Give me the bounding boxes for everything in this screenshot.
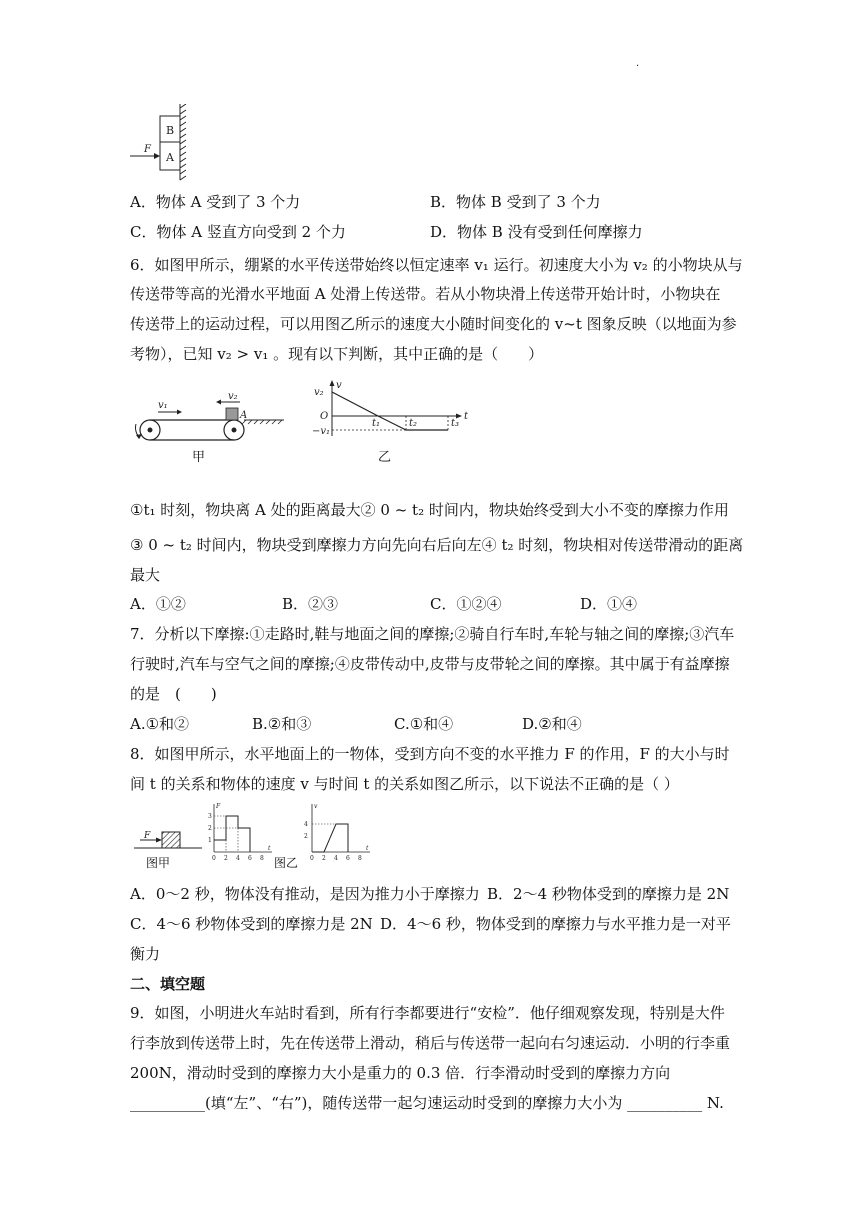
block-b-label: B: [166, 124, 175, 137]
page-mark: .: [636, 58, 640, 69]
q8-force-label: F: [144, 831, 151, 841]
vt-line-neg: [378, 416, 406, 430]
q8-caption-a: 图甲: [146, 856, 171, 870]
force-f-label: F: [144, 144, 151, 155]
q8-v-t-tick-2: 2: [322, 855, 326, 862]
q8-f-t-tick-4: 4: [236, 855, 240, 862]
graph-t-label: t: [464, 411, 469, 422]
q9-line-3: 200N，滑动时受到的摩擦力大小是重力的 0.3 倍．行李滑动时受到的摩擦力方向: [130, 1064, 671, 1082]
q8-v-t-label: t: [366, 845, 369, 852]
q9-line-1: 9．如图，小明进火车站时看到，所有行李都要进行“安检”．他仔细观察发现，特别是大件: [130, 1004, 725, 1022]
belt-v1-label: v₁: [158, 400, 168, 411]
q8-option-a: A．0～2 秒，物体没有推动，是因为推力小于摩擦力: [130, 885, 480, 903]
q8-line-2: 间 t 的关系和物体的速度 v 与时间 t 的关系如图乙所示，以下说法不正确的是（ ）: [130, 775, 679, 793]
graph-t1-label: t₁: [372, 418, 381, 429]
q9-line-2: 行李放到传送带上时，先在传送带上滑动，稍后与传送带一起向右匀速运动．小明的行李重: [130, 1034, 731, 1052]
graph-v2-label: v₂: [314, 387, 324, 398]
section-2-heading: 二、填空题: [130, 975, 206, 993]
q8-v-t-tick-6: 6: [346, 855, 350, 862]
q8-v-t-tick-0: 0: [310, 855, 314, 862]
graph-caption: 乙: [378, 450, 392, 465]
q8-line-1: 8．如图甲所示，水平地面上的一物体，受到方向不变的水平推力 F 的作用，F 的大小与时: [130, 745, 730, 763]
q8-v-tick-2: 2: [304, 833, 308, 840]
vt-line-decel: [332, 392, 378, 416]
graph-neg-v1-label: −v₁: [312, 426, 331, 437]
belt-a-label: A: [240, 410, 248, 421]
q8-f-t-tick-6: 6: [248, 855, 252, 862]
q8-v-t-tick-8: 8: [358, 855, 362, 862]
q6-option-a: A．①②: [130, 595, 186, 613]
q6-option-d: D．①④: [580, 595, 638, 613]
blocks-wall-figure: [128, 104, 198, 184]
q8-f-tick-3: 3: [208, 813, 212, 820]
q7-line-2: 行驶时,汽车与空气之间的摩擦;④皮带传动中,皮带与皮带轮之间的摩擦。其中属于有益摩擦: [130, 655, 730, 673]
vt-graph-figure: [308, 378, 478, 440]
q6-option-c: C．①②④: [430, 595, 502, 613]
q8-f-t-tick-8: 8: [260, 855, 264, 862]
q5-option-a: A．物体 A 受到了 3 个力: [130, 193, 301, 211]
block-a-label: A: [166, 151, 174, 164]
q8-f-tick-1: 1: [208, 837, 212, 844]
graph-origin-label: O: [320, 411, 329, 422]
q8-option-d-cont: 衡力: [130, 945, 161, 963]
q6-line-1: 6．如图甲所示，绷紧的水平传送带始终以恒定速率 v₁ 运行。初速度大小为 v₂ 的小物块从与: [130, 256, 743, 274]
belt-caption: 甲: [192, 450, 206, 465]
q7-line-1: 7．分析以下摩擦:①走路时,鞋与地面之间的摩擦;②骑自行车时,车轮与轴之间的摩擦;③汽车: [130, 625, 735, 643]
q7-option-d: D.②和④: [522, 715, 582, 733]
q6-option-b: B．②③: [282, 595, 339, 613]
q6-line-4: 考物），已知 v₂ > v₁ 。现有以下判断，其中正确的是（ ）: [130, 345, 544, 363]
q6-line-2: 传送带等高的光滑水平地面 A 处滑上传送带。若从小物块滑上传送带开始计时，小物块在: [130, 285, 721, 303]
q8-caption-b: 图乙: [274, 856, 299, 870]
q8-f-line: [214, 816, 250, 852]
q8-f-t-label: t: [268, 845, 271, 852]
q6-statement-3: 最大: [130, 566, 161, 584]
graph-v-axis-label: v: [336, 380, 342, 391]
q6-statement-1: ①t₁ 时刻，物块离 A 处的距离最大② 0 ~ t₂ 时间内，物块始终受到大小不变的摩擦力作用: [130, 501, 729, 519]
q8-option-b: B．2～4 秒物体受到的摩擦力是 2N: [487, 885, 730, 903]
q6-line-3: 传送带上的运动过程，可以用图乙所示的速度大小随时间变化的 v~t 图象反映（以地面为参: [130, 315, 737, 333]
belt-v2-label: v₂: [228, 392, 238, 402]
q8-f-tick-2: 2: [208, 825, 212, 832]
q8-option-d: D．4～6 秒，物体受到的摩擦力与水平推力是一对平: [380, 915, 731, 933]
q8-f-t-tick-2: 2: [224, 855, 228, 862]
graph-t3-label: t₃: [451, 418, 460, 429]
q8-v-t-tick-4: 4: [334, 855, 338, 862]
q5-option-d: D．物体 B 没有受到任何摩擦力: [430, 223, 643, 241]
q6-statement-2: ③ 0 ~ t₂ 时间内，物块受到摩擦力方向先向右后向左④ t₂ 时刻，物块相对传送带滑动的距离: [130, 536, 744, 554]
q5-option-c: C．物体 A 竖直方向受到 2 个力: [130, 223, 346, 241]
q7-line-3: 的是 ( ): [130, 685, 217, 703]
q8-option-c: C．4～6 秒物体受到的摩擦力是 2N: [130, 915, 373, 933]
graph-t2-label: t₂: [409, 418, 418, 429]
q7-option-a: A.①和②: [130, 715, 190, 733]
conveyor-belt-figure: [128, 392, 288, 462]
q7-option-b: B.②和③: [252, 715, 312, 733]
q5-option-b: B．物体 B 受到了 3 个力: [430, 193, 601, 211]
q8-v-axis-label: v: [314, 803, 318, 810]
q7-option-c: C.①和④: [394, 715, 454, 733]
q9-line-4: __________(填“左”、“右”)，随传送带一起匀速运动时受到的摩擦力大小为 __________ N.: [130, 1094, 724, 1112]
q8-f-axis-label: F: [216, 803, 221, 810]
q8-v-line: [312, 824, 348, 852]
q8-f-t-tick-0: 0: [212, 855, 216, 862]
q8-v-tick-4: 4: [304, 821, 308, 828]
